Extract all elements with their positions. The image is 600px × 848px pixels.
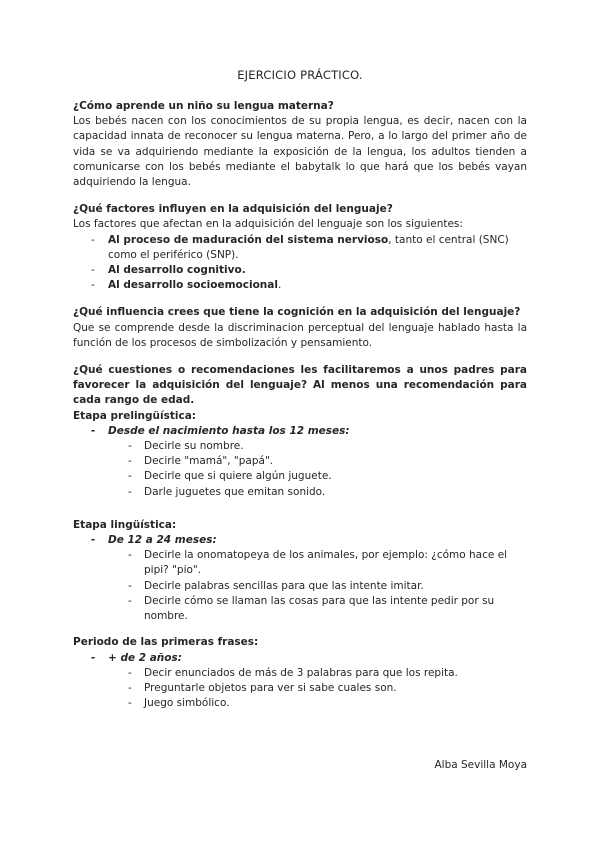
- factor-2: Al desarrollo cognitivo.: [108, 264, 246, 277]
- stage-3-heading: Periodo de las primeras frases:: [73, 636, 259, 649]
- list-item: - Decirle la onomatopeya de los animales, por ejemplo: ¿cómo hace el pipi? "pio".: [73, 548, 527, 578]
- list-item: [73, 263, 527, 278]
- question-2: ¿Qué factores influyen en la adquisición del lenguaje?: [73, 203, 393, 216]
- factor-1-rest: , tanto el central (SNC) como el periférico (SNP).: [108, 233, 509, 261]
- factor-3-end: .: [277, 279, 282, 292]
- list-item: - Juego simbólico.: [73, 696, 527, 711]
- stage-1-items: [73, 439, 527, 500]
- stage-2-range-list: [73, 533, 527, 548]
- factor-3: Al desarrollo socioemocional: [108, 279, 278, 292]
- factor-1-bold: Al proceso de maduración del sistema nervioso: [108, 233, 389, 246]
- list-item: - Preguntarle objetos para ver si sabe cuales son.: [73, 681, 527, 696]
- question-3: ¿Qué influencia crees que tiene la cognición en la adquisición del lenguaje?: [73, 306, 521, 319]
- stage-1-heading: Etapa prelingüística:: [73, 409, 196, 422]
- question-4: ¿Qué cuestiones o recomendaciones les facilitaremos a unos padres para favorecer la adquisición del lenguaje? Al menos una recomendación para cada rango de edad.: [73, 364, 527, 407]
- list-item: - Decirle palabras sencillas para que las intente imitar.: [73, 579, 527, 594]
- question-1: ¿Cómo aprende un niño su lengua materna?: [73, 100, 334, 112]
- factors-list: [73, 233, 527, 294]
- answer-2-intro: Los factores que afectan en la adquisición del lenguaje son los siguientes:: [73, 218, 463, 231]
- list-item: - Decirle su nombre.: [73, 439, 527, 454]
- list-item: - Decirle que si quiere algún juguete.: [73, 469, 527, 484]
- stage-2-heading: Etapa lingüística:: [73, 518, 177, 531]
- list-item: - Decirle cómo se llaman las cosas para que las intente pedir por su nombre.: [73, 594, 527, 624]
- list-item: - Darle juguetes que emitan sonido.: [73, 485, 527, 500]
- stage-1-range-list: [73, 424, 527, 439]
- stage-3-range: - + de 2 años:: [73, 651, 527, 666]
- answer-3: Que se comprende desde la discriminacion perceptual del lenguaje hablado hasta la función de los procesos de simbolización y pensamiento.: [73, 321, 527, 349]
- stage-2-items: [73, 548, 527, 624]
- answer-1: Los bebés nacen con los conocimientos de su propia lengua, es decir, nacen con la capacidad innata de reconocer su lengua materna. Pero, a lo largo del primer año de vida se va adquiriendo mediante la exposición de la lengua, los adultos tienden a comunicarse con los bebés mediante el babytalk lo que hará que los bebés vayan adquiriendo la lengua.: [73, 115, 527, 189]
- stage-1-range: - Desde el nacimiento hasta los 12 meses:: [73, 424, 527, 439]
- document-body: [73, 99, 527, 711]
- list-item: - Decir enunciados de más de 3 palabras para que los repita.: [73, 666, 527, 681]
- list-item: [73, 278, 527, 293]
- stage-3-range-list: [73, 651, 527, 666]
- stage-3-items: [73, 666, 527, 712]
- list-item: [73, 233, 527, 263]
- stage-2-range: - De 12 a 24 meses:: [73, 533, 527, 548]
- document-title: EJERCICIO PRÁCTICO.: [237, 68, 363, 82]
- list-item: - Decirle "mamá", "papá".: [73, 454, 527, 469]
- author-signature: Alba Sevilla Moya: [434, 759, 527, 771]
